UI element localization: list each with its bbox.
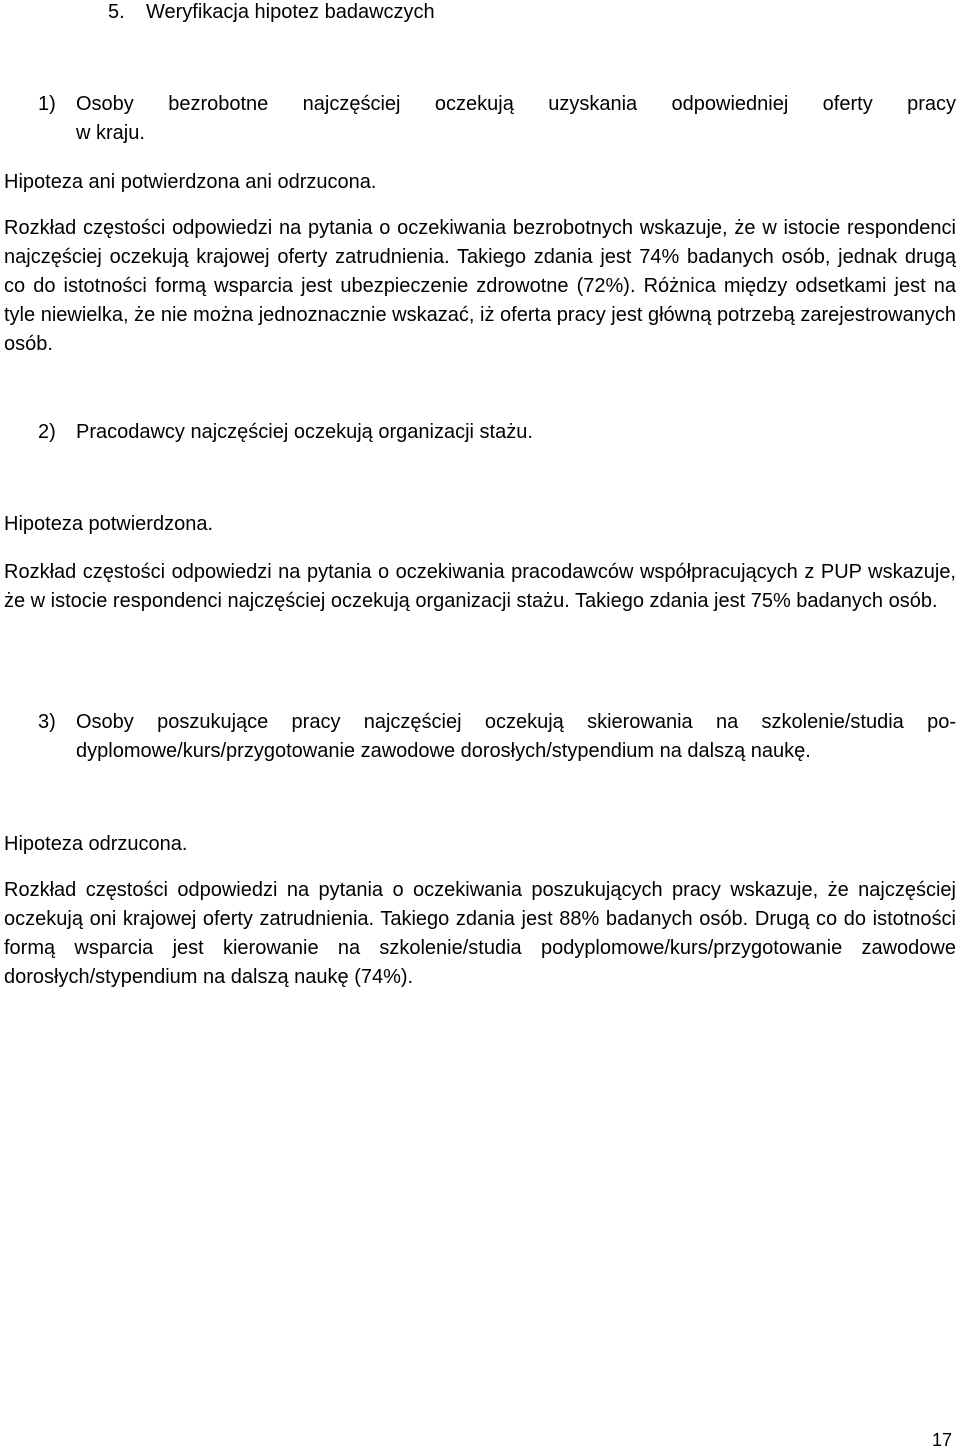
- page-number: 17: [931, 1430, 952, 1450]
- hypothesis-1-verdict: Hipoteza ani potwierdzona ani odrzucona.: [4, 171, 377, 193]
- hypothesis-statement-line: Pracodawcy najczęściej oczekują organizacji stażu.: [76, 421, 533, 443]
- hypothesis-3-explanation: Rozkład częstości odpowiedzi na pytania o oczekiwania poszukujących pracy wskazuje, że najczęściej oczekują oni krajowej oferty zatrudnienia. Takiego zdania jest 88% badanych osób. Drugą co do istotności formą wsparcia jest kierowanie na szkolenie/studia podyplomowe/kurs/przygotowanie zawodowe dorosłych/stypendium na dalszą naukę (74%).: [4, 879, 956, 988]
- hypothesis-number: 1): [38, 93, 56, 115]
- hypothesis-number: 3): [38, 711, 56, 733]
- hypothesis-1-statement: [38, 90, 956, 148]
- hypothesis-3-statement: [38, 708, 956, 766]
- hypothesis-3-verdict: Hipoteza odrzucona.: [4, 833, 188, 855]
- section-number: 5.: [108, 1, 125, 23]
- section-heading: [108, 0, 435, 27]
- hypothesis-2-verdict: Hipoteza potwierdzona.: [4, 513, 214, 535]
- hypothesis-statement-line: Osoby bezrobotne najczęściej oczekują uzyskania odpowiedniej oferty pracy: [76, 93, 956, 115]
- hypothesis-1-explanation: Rozkład częstości odpowiedzi na pytania o oczekiwania bezrobotnych wskazuje, że w istocie respondenci najczęściej oczekują krajowej oferty zatrudnienia. Takiego zdania jest 74% badanych osób, jednak drugą co do istotności formą wsparcia jest ubezpieczenie zdrowotne (72%). Różnica między odsetkami jest na tyle niewielka, że nie można jednoznacznie wskazać, iż oferta pracy jest główną potrzebą zarejestrowanych osób.: [4, 217, 956, 355]
- hypothesis-2-explanation: Rozkład częstości odpowiedzi na pytania o oczekiwania pracodawców współpracujących z PUP wskazuje, że w istocie respondenci najczęściej oczekują organizacji stażu. Takiego zdania jest 75% badanych osób.: [4, 561, 956, 612]
- hypothesis-2-statement: [38, 418, 956, 447]
- section-title: Weryfikacja hipotez badawczych: [146, 1, 435, 23]
- hypothesis-statement-line: w kraju.: [76, 122, 145, 144]
- hypothesis-statement-line: Osoby poszukujące pracy najczęściej oczekują skierowania na szkolenie/studia po-: [76, 711, 956, 733]
- hypothesis-statement-line: dyplomowe/kurs/przygotowanie zawodowe dorosłych/stypendium na dalszą naukę.: [76, 740, 811, 762]
- hypothesis-number: 2): [38, 421, 56, 443]
